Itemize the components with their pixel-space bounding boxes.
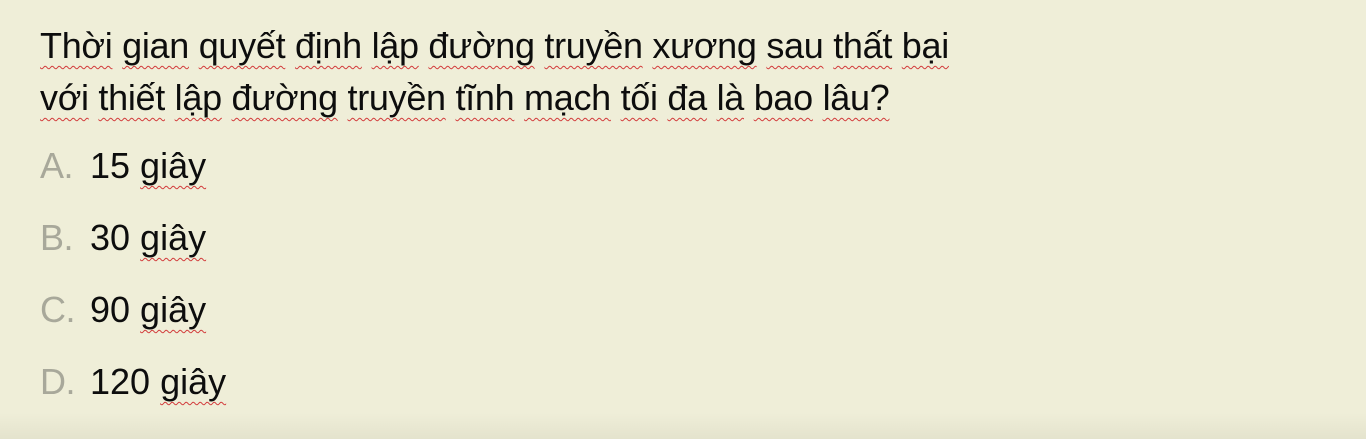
question-word: là (716, 77, 744, 118)
question-word: tĩnh (455, 77, 515, 118)
question-word: đường (428, 25, 535, 66)
question-word: bao (753, 77, 813, 118)
option-c[interactable] (40, 284, 226, 356)
question-word: truyền (544, 25, 643, 66)
option-letter: A. (40, 145, 74, 186)
question-word: bại (901, 25, 949, 66)
option-unit: giây (160, 361, 227, 402)
option-b[interactable] (40, 212, 226, 284)
question-word: quyết (198, 25, 286, 66)
question-word: sau (766, 25, 824, 66)
question-word: lâu? (822, 77, 890, 118)
question-text (40, 20, 1320, 124)
option-unit: giây (140, 289, 207, 330)
option-letter: C. (40, 289, 75, 330)
question-word: định (294, 25, 362, 66)
question-word: Thời (40, 25, 113, 66)
question-word: xương (652, 25, 757, 66)
option-value: 15 (90, 145, 131, 186)
question-word: đường (231, 77, 338, 118)
option-value: 30 (90, 217, 131, 258)
answer-options (40, 140, 226, 428)
question-word: với (40, 77, 89, 118)
option-value: 90 (90, 289, 131, 330)
question-word: truyền (347, 77, 446, 118)
question-word: đa (667, 77, 707, 118)
question-line-2 (40, 72, 1320, 124)
option-value: 120 (90, 361, 151, 402)
bottom-band (0, 413, 1366, 439)
question-word: thiết (98, 77, 165, 118)
question-word: lập (371, 25, 419, 66)
question-word: lập (174, 77, 222, 118)
option-letter: D. (40, 361, 75, 402)
question-word: gian (122, 25, 189, 66)
question-word: thất (833, 25, 893, 66)
option-unit: giây (140, 145, 207, 186)
question-word: tối (620, 77, 658, 118)
question-word: mạch (524, 77, 611, 118)
option-letter: B. (40, 217, 74, 258)
option-a[interactable] (40, 140, 226, 212)
option-unit: giây (140, 217, 207, 258)
question-line-1 (40, 20, 1320, 72)
